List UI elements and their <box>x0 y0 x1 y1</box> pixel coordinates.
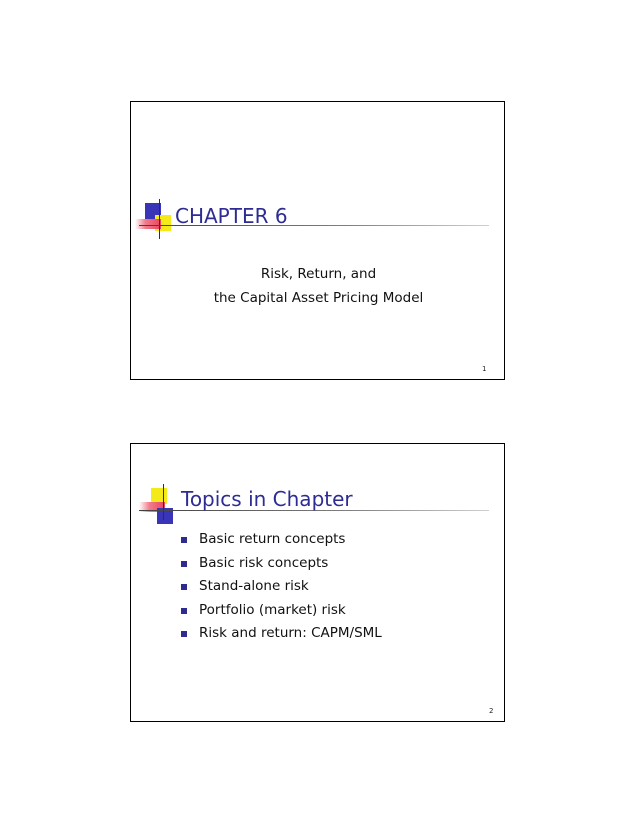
slide-number: 1 <box>482 365 487 373</box>
square-bullet-icon <box>181 608 187 614</box>
list-item-label: Basic return concepts <box>199 531 346 547</box>
list-item <box>177 552 382 576</box>
slide-title: Topics in Chapter <box>181 487 353 511</box>
list-item-label: Stand-alone risk <box>199 578 309 594</box>
slide-1 <box>130 101 505 380</box>
slide-number: 2 <box>489 707 494 715</box>
slide-subtitle <box>131 262 505 310</box>
list-item-label: Basic risk concepts <box>199 554 329 571</box>
square-bullet-icon <box>181 631 187 637</box>
list-item-label: Portfolio (market) risk <box>199 601 346 618</box>
subtitle-line: Risk, Return, and <box>260 266 377 282</box>
subtitle-line: the Capital Asset Pricing Model <box>213 290 424 306</box>
slide-title: CHAPTER 6 <box>175 204 288 228</box>
list-item <box>177 622 382 646</box>
topics-list <box>177 528 382 646</box>
square-bullet-icon <box>181 584 187 590</box>
list-item <box>177 599 382 623</box>
slide-2 <box>130 443 505 722</box>
square-bullet-icon <box>181 561 187 567</box>
list-item <box>177 528 382 552</box>
list-item <box>177 575 382 599</box>
square-bullet-icon <box>181 537 187 543</box>
list-item-label: Risk and return: CAPM/SML <box>199 625 382 641</box>
